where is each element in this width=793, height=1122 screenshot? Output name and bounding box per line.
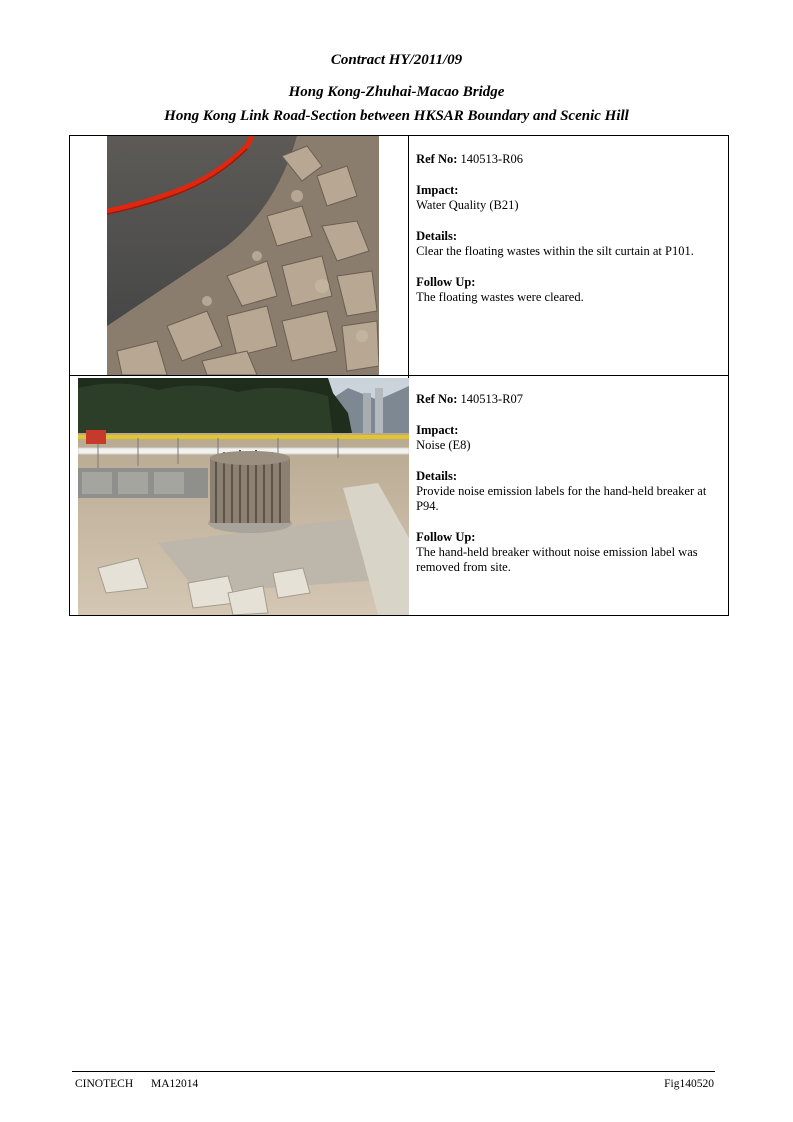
details-label: Details: (416, 229, 458, 243)
followup-value: The hand-held breaker without noise emission label was removed from site. (416, 545, 698, 574)
followup-block (416, 530, 722, 575)
project-title: Hong Kong-Zhuhai-Macao Bridge (288, 84, 505, 100)
impact-block (416, 183, 722, 213)
table-row (70, 136, 729, 376)
impact-value: Noise (E8) (416, 438, 471, 452)
site-photo-pile-cap (78, 378, 409, 615)
ref-value: 140513-R07 (460, 392, 524, 406)
section-title: Hong Kong Link Road-Section between HKSAR Boundary and Scenic Hill (164, 108, 629, 124)
photo-cell (70, 376, 409, 616)
record-details-cell (409, 136, 729, 376)
followup-label: Follow Up: (416, 275, 476, 289)
followup-value: The floating wastes were cleared. (416, 290, 584, 304)
followup-label: Follow Up: (416, 530, 476, 544)
followup-block (416, 275, 722, 305)
impact-label: Impact: (416, 183, 459, 197)
ref-line (416, 152, 722, 167)
details-value: Clear the floating wastes within the silt curtain at P101. (416, 244, 694, 258)
site-photo-silt-curtain (107, 136, 379, 375)
record-details-cell (409, 376, 729, 616)
footer-fig-ref: Fig140520 (664, 1078, 714, 1090)
details-value: Provide noise emission labels for the hand-held breaker at P94. (416, 484, 707, 513)
footer-left (75, 1078, 198, 1090)
observation-table (69, 135, 729, 616)
details-block (416, 469, 722, 514)
footer-divider (72, 1071, 715, 1072)
photo-cell (70, 136, 409, 376)
details-block (416, 229, 722, 259)
impact-block (416, 423, 722, 453)
ref-label: Ref No: (416, 392, 458, 406)
contract-title: Contract HY/2011/09 (330, 52, 463, 68)
impact-value: Water Quality (B21) (416, 198, 519, 212)
footer-company: CINOTECH (75, 1078, 134, 1090)
ref-label: Ref No: (416, 152, 458, 166)
footer-doc-code: MA12014 (151, 1078, 199, 1090)
table-row (70, 376, 729, 616)
details-label: Details: (416, 469, 458, 483)
ref-line (416, 392, 722, 407)
ref-value: 140513-R06 (460, 152, 524, 166)
impact-label: Impact: (416, 423, 459, 437)
